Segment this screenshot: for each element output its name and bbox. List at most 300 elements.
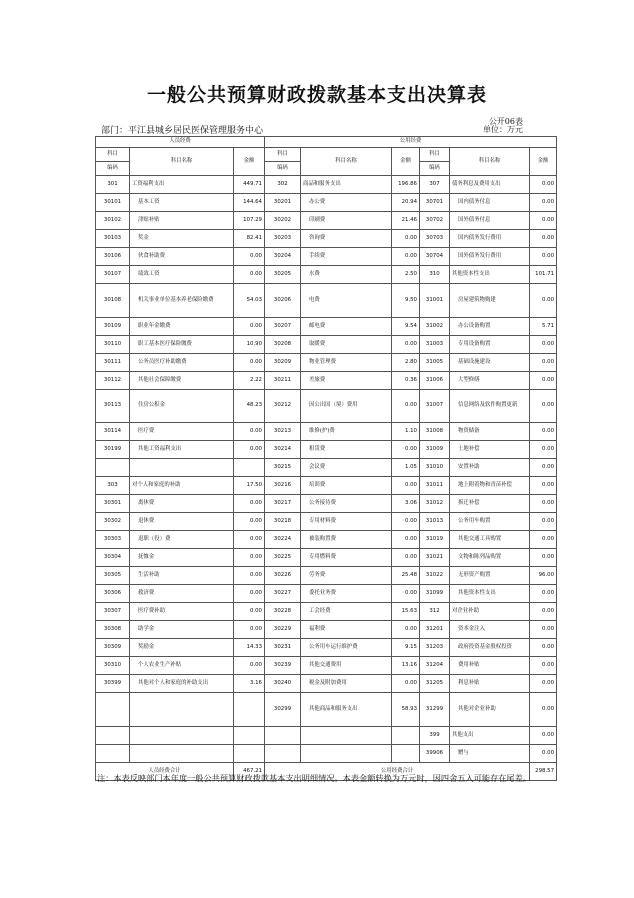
personnel-code-cell	[96, 745, 130, 763]
personnel-amount-cell: 144.64	[234, 194, 265, 212]
personnel-amount-cell: 48.23	[234, 390, 265, 423]
personnel-name-cell: 公务员医疗补助缴费	[130, 354, 234, 372]
personnel-amount-cell	[234, 727, 265, 745]
code-header-top: 科目	[96, 148, 130, 162]
public-other-name-cell: 地上附着物和青苗补偿	[450, 477, 530, 495]
public-other-amount-cell: 0.00	[530, 675, 557, 693]
personnel-name-cell: 退休费	[130, 513, 234, 531]
name-header: 科目名称	[301, 148, 392, 176]
personnel-amount-cell: 54.03	[234, 284, 265, 318]
table-row	[96, 657, 557, 675]
personnel-name-cell: 医疗费	[130, 423, 234, 441]
public-goods-amount-cell: 0.00	[392, 230, 420, 248]
public-goods-name-cell: 劳务费	[301, 567, 392, 585]
personnel-name-cell: 机关事业单位基本养老保险缴费	[130, 284, 234, 318]
public-other-code-cell: 31019	[420, 531, 450, 549]
public-goods-amount-cell: 0.00	[392, 336, 420, 354]
public-goods-code-cell: 30215	[265, 459, 301, 477]
table-row	[96, 354, 557, 372]
public-goods-name-cell: 其他商品和服务支出	[301, 693, 392, 727]
public-other-code-cell: 399	[420, 727, 450, 745]
public-goods-code-cell: 30212	[265, 390, 301, 423]
personnel-amount-cell: 3.16	[234, 675, 265, 693]
personnel-header: 人员经费	[96, 137, 265, 148]
public-other-amount-cell: 0.00	[530, 657, 557, 675]
public-other-name-cell: 基础设施建设	[450, 354, 530, 372]
personnel-amount-cell: 0.00	[234, 248, 265, 266]
public-other-amount-cell: 0.00	[530, 284, 557, 318]
public-total-label: 公用经费合计	[265, 763, 530, 781]
table-row	[96, 194, 557, 212]
public-goods-code-cell: 30209	[265, 354, 301, 372]
personnel-amount-cell: 0.00	[234, 495, 265, 513]
public-goods-amount-cell: 2.80	[392, 354, 420, 372]
public-other-amount-cell: 0.00	[530, 477, 557, 495]
personnel-name-cell: 其他工资福利支出	[130, 441, 234, 459]
public-goods-amount-cell: 0.00	[392, 549, 420, 567]
personnel-name-cell: 其他对个人和家庭的补助支出	[130, 675, 234, 693]
public-goods-name-cell: 其他交通费用	[301, 657, 392, 675]
table-row	[96, 441, 557, 459]
personnel-code-cell: 30106	[96, 248, 130, 266]
public-goods-code-cell	[265, 745, 301, 763]
personnel-name-cell: 绩效工资	[130, 266, 234, 284]
public-goods-name-cell: 电费	[301, 284, 392, 318]
public-other-code-cell: 31009	[420, 441, 450, 459]
public-other-name-cell: 安置补助	[450, 459, 530, 477]
public-goods-name-cell: 手续费	[301, 248, 392, 266]
department-label: 部门：平江县城乡居民医保管理服务中心	[101, 126, 264, 136]
personnel-amount-cell: 0.00	[234, 354, 265, 372]
public-other-code-cell: 31007	[420, 390, 450, 423]
public-other-code-cell: 31013	[420, 513, 450, 531]
public-other-name-cell: 其他资本性支出	[450, 266, 530, 284]
public-other-code-cell: 31299	[420, 693, 450, 727]
personnel-code-cell: 30310	[96, 657, 130, 675]
public-goods-amount-cell: 9.50	[392, 284, 420, 318]
personnel-code-cell: 30108	[96, 284, 130, 318]
public-other-amount-cell: 0.00	[530, 176, 557, 194]
personnel-name-cell: 生活补助	[130, 567, 234, 585]
expenditure-table	[95, 136, 557, 781]
table-row	[96, 495, 557, 513]
table-row	[96, 549, 557, 567]
public-goods-code-cell: 30214	[265, 441, 301, 459]
public-goods-name-cell: 税金及附加费用	[301, 675, 392, 693]
public-other-amount-cell: 0.00	[530, 531, 557, 549]
public-other-amount-cell: 0.00	[530, 639, 557, 657]
public-other-amount-cell: 0.00	[530, 693, 557, 727]
table-row	[96, 567, 557, 585]
table-row	[96, 266, 557, 284]
public-goods-code-cell: 30227	[265, 585, 301, 603]
personnel-amount-cell: 0.00	[234, 531, 265, 549]
public-goods-amount-cell	[392, 745, 420, 763]
table-row	[96, 621, 557, 639]
public-other-name-cell: 办公设备购置	[450, 318, 530, 336]
personnel-name-cell: 工资福利支出	[130, 176, 234, 194]
public-goods-name-cell: 维修(护)费	[301, 423, 392, 441]
public-other-amount-cell: 0.00	[530, 513, 557, 531]
personnel-amount-cell: 0.00	[234, 567, 265, 585]
personnel-code-cell: 301	[96, 176, 130, 194]
personnel-name-cell: 医疗费补助	[130, 603, 234, 621]
public-goods-name-cell: 公务接待费	[301, 495, 392, 513]
public-goods-name-cell: 会议费	[301, 459, 392, 477]
code-header-bottom: 编码	[420, 162, 450, 176]
personnel-name-cell: 伙食补助费	[130, 248, 234, 266]
personnel-code-cell: 30302	[96, 513, 130, 531]
public-goods-amount-cell: 3.06	[392, 495, 420, 513]
public-goods-code-cell: 30217	[265, 495, 301, 513]
public-goods-amount-cell: 0.00	[392, 513, 420, 531]
code-header-bottom: 编码	[96, 162, 130, 176]
public-goods-code-cell: 30218	[265, 513, 301, 531]
personnel-code-cell: 30303	[96, 531, 130, 549]
personnel-amount-cell: 17.50	[234, 477, 265, 495]
public-other-amount-cell: 0.00	[530, 336, 557, 354]
personnel-amount-cell: 0.00	[234, 549, 265, 567]
public-other-code-cell: 31021	[420, 549, 450, 567]
public-other-amount-cell: 0.00	[530, 495, 557, 513]
public-goods-code-cell: 30299	[265, 693, 301, 727]
public-other-name-cell: 费用补贴	[450, 657, 530, 675]
public-other-name-cell: 国外债务付息	[450, 212, 530, 230]
public-other-code-cell: 307	[420, 176, 450, 194]
public-goods-name-cell: 水费	[301, 266, 392, 284]
public-goods-amount-cell: 2.50	[392, 266, 420, 284]
public-other-code-cell: 31003	[420, 336, 450, 354]
public-other-code-cell: 31010	[420, 459, 450, 477]
personnel-name-cell: 个人农业生产补贴	[130, 657, 234, 675]
public-goods-code-cell: 30205	[265, 266, 301, 284]
public-goods-amount-cell: 0.00	[392, 477, 420, 495]
public-goods-code-cell: 30204	[265, 248, 301, 266]
public-goods-code-cell: 30201	[265, 194, 301, 212]
personnel-name-cell: 奖金	[130, 230, 234, 248]
personnel-name-cell: 津贴补贴	[130, 212, 234, 230]
public-goods-name-cell: 委托业务费	[301, 585, 392, 603]
public-other-name-cell: 国外债务发行费用	[450, 248, 530, 266]
personnel-amount-cell: 0.00	[234, 266, 265, 284]
personnel-amount-cell: 14.33	[234, 639, 265, 657]
table-row	[96, 390, 557, 423]
public-goods-name-cell: 被装购置费	[301, 531, 392, 549]
personnel-code-cell	[96, 727, 130, 745]
public-other-amount-cell: 0.00	[530, 354, 557, 372]
public-other-code-cell: 30702	[420, 212, 450, 230]
page-title: 一般公共预算财政拨款基本支出决算表	[146, 84, 487, 106]
table-row	[96, 372, 557, 390]
public-other-name-cell: 其他资本性支出	[450, 585, 530, 603]
personnel-code-cell: 30107	[96, 266, 130, 284]
header-row-groups	[96, 137, 557, 148]
public-goods-code-cell: 30240	[265, 675, 301, 693]
table-row	[96, 727, 557, 745]
personnel-name-cell: 对个人和家庭的补助	[130, 477, 234, 495]
personnel-code-cell: 30304	[96, 549, 130, 567]
public-goods-code-cell: 30226	[265, 567, 301, 585]
public-other-name-cell: 其他对企业补助	[450, 693, 530, 727]
public-goods-amount-cell: 0.00	[392, 621, 420, 639]
personnel-name-cell	[130, 727, 234, 745]
table-row	[96, 318, 557, 336]
public-other-code-cell: 31099	[420, 585, 450, 603]
public-other-code-cell: 30703	[420, 230, 450, 248]
public-other-name-cell: 国内债务付息	[450, 194, 530, 212]
footnote: 注：本表反映部门本年度一般公共预算财政拨款基本支出明细情况。本表金额转换为万元时，因四舍五入可能存在尾差。	[97, 773, 531, 783]
table-row	[96, 603, 557, 621]
table-row	[96, 212, 557, 230]
public-goods-name-cell: 因公出国（境）费用	[301, 390, 392, 423]
public-other-amount-cell: 0.00	[530, 194, 557, 212]
public-goods-name-cell: 培训费	[301, 477, 392, 495]
public-goods-code-cell: 30216	[265, 477, 301, 495]
public-goods-name-cell: 邮电费	[301, 318, 392, 336]
table-row	[96, 248, 557, 266]
public-other-name-cell: 无形资产购置	[450, 567, 530, 585]
public-other-name-cell: 国内债务发行费用	[450, 230, 530, 248]
public-other-name-cell: 其他支出	[450, 727, 530, 745]
public-goods-name-cell: 专用燃料费	[301, 549, 392, 567]
public-goods-amount-cell: 21.46	[392, 212, 420, 230]
personnel-code-cell: 30112	[96, 372, 130, 390]
public-other-amount-cell: 0.00	[530, 441, 557, 459]
public-other-name-cell: 物资储备	[450, 423, 530, 441]
table-row	[96, 459, 557, 477]
public-other-code-cell: 31201	[420, 621, 450, 639]
personnel-code-cell: 30101	[96, 194, 130, 212]
public-other-code-cell: 31001	[420, 284, 450, 318]
public-other-amount-cell: 0.00	[530, 727, 557, 745]
public-other-amount-cell: 0.00	[530, 459, 557, 477]
table-row	[96, 513, 557, 531]
personnel-code-cell: 30307	[96, 603, 130, 621]
personnel-code-cell: 30102	[96, 212, 130, 230]
public-other-code-cell: 30704	[420, 248, 450, 266]
personnel-code-cell: 30306	[96, 585, 130, 603]
public-other-amount-cell: 101.71	[530, 266, 557, 284]
public-other-name-cell: 拆迁补偿	[450, 495, 530, 513]
public-other-name-cell: 赠与	[450, 745, 530, 763]
table-row	[96, 423, 557, 441]
personnel-name-cell	[130, 459, 234, 477]
public-other-amount-cell: 0.00	[530, 212, 557, 230]
personnel-name-cell: 住房公积金	[130, 390, 234, 423]
public-other-name-cell: 专用设备购置	[450, 336, 530, 354]
table-row	[96, 675, 557, 693]
public-other-code-cell: 31008	[420, 423, 450, 441]
code-header-top: 科目	[420, 148, 450, 162]
public-other-amount-cell: 5.71	[530, 318, 557, 336]
personnel-amount-cell: 0.00	[234, 603, 265, 621]
public-goods-amount-cell: 0.00	[392, 585, 420, 603]
personnel-code-cell: 30103	[96, 230, 130, 248]
public-goods-name-cell	[301, 745, 392, 763]
table-row	[96, 639, 557, 657]
public-other-name-cell: 对企业补助	[450, 603, 530, 621]
public-other-code-cell: 30701	[420, 194, 450, 212]
public-other-amount-cell: 0.00	[530, 621, 557, 639]
public-other-code-cell: 31006	[420, 372, 450, 390]
public-other-name-cell: 资本金注入	[450, 621, 530, 639]
personnel-name-cell: 职工基本医疗保险缴费	[130, 336, 234, 354]
public-goods-amount-cell: 196.86	[392, 176, 420, 194]
personnel-name-cell	[130, 693, 234, 727]
public-total-value: 298.57	[530, 763, 557, 781]
public-goods-name-cell: 福利费	[301, 621, 392, 639]
personnel-name-cell: 救济费	[130, 585, 234, 603]
public-goods-amount-cell: 1.05	[392, 459, 420, 477]
public-goods-amount-cell: 0.00	[392, 531, 420, 549]
personnel-name-cell: 职业年金缴费	[130, 318, 234, 336]
public-goods-name-cell: 公务用车运行维护费	[301, 639, 392, 657]
public-goods-code-cell: 30213	[265, 423, 301, 441]
public-goods-amount-cell: 13.16	[392, 657, 420, 675]
personnel-amount-cell	[234, 459, 265, 477]
personnel-code-cell: 30309	[96, 639, 130, 657]
personnel-code-cell: 30305	[96, 567, 130, 585]
personnel-total-label: 人员经费合计	[96, 763, 234, 781]
public-other-amount-cell: 0.00	[530, 745, 557, 763]
public-goods-amount-cell	[392, 727, 420, 745]
personnel-code-cell: 30110	[96, 336, 130, 354]
personnel-name-cell	[130, 745, 234, 763]
public-goods-code-cell: 302	[265, 176, 301, 194]
public-other-code-cell: 39906	[420, 745, 450, 763]
personnel-code-cell: 303	[96, 477, 130, 495]
public-other-name-cell: 大型修缮	[450, 372, 530, 390]
public-goods-amount-cell: 0.00	[392, 248, 420, 266]
name-header: 科目名称	[450, 148, 530, 176]
public-goods-amount-cell: 0.00	[392, 390, 420, 423]
personnel-name-cell: 其他社会保障缴费	[130, 372, 234, 390]
personnel-amount-cell: 0.00	[234, 621, 265, 639]
amount-header: 金额	[234, 148, 265, 176]
code-header-bottom: 编码	[265, 162, 301, 176]
public-goods-code-cell	[265, 727, 301, 745]
personnel-amount-cell: 0.00	[234, 423, 265, 441]
personnel-name-cell: 基本工资	[130, 194, 234, 212]
public-other-amount-cell: 0.00	[530, 423, 557, 441]
public-goods-code-cell: 30206	[265, 284, 301, 318]
public-other-name-cell: 其他交通工具购置	[450, 531, 530, 549]
personnel-code-cell: 30399	[96, 675, 130, 693]
personnel-code-cell	[96, 693, 130, 727]
personnel-code-cell: 30113	[96, 390, 130, 423]
personnel-code-cell: 30111	[96, 354, 130, 372]
public-goods-name-cell: 差旅费	[301, 372, 392, 390]
public-goods-code-cell: 30239	[265, 657, 301, 675]
table-row	[96, 336, 557, 354]
public-other-name-cell: 信息网络及软件购置更新	[450, 390, 530, 423]
table-row	[96, 230, 557, 248]
public-other-code-cell: 31204	[420, 657, 450, 675]
public-goods-name-cell: 工会经费	[301, 603, 392, 621]
table-row	[96, 477, 557, 495]
public-other-amount-cell: 0.00	[530, 585, 557, 603]
personnel-total-value: 467.21	[234, 763, 265, 781]
table-row	[96, 531, 557, 549]
public-goods-amount-cell: 0.00	[392, 675, 420, 693]
public-goods-amount-cell: 58.93	[392, 693, 420, 727]
personnel-code-cell: 30301	[96, 495, 130, 513]
public-goods-name-cell	[301, 727, 392, 745]
public-goods-amount-cell: 20.94	[392, 194, 420, 212]
name-header: 科目名称	[130, 148, 234, 176]
personnel-code-cell	[96, 459, 130, 477]
personnel-code-cell: 30308	[96, 621, 130, 639]
public-other-code-cell: 31005	[420, 354, 450, 372]
public-goods-name-cell: 租赁费	[301, 441, 392, 459]
public-goods-amount-cell: 9.54	[392, 318, 420, 336]
personnel-amount-cell: 0.00	[234, 657, 265, 675]
amount-header: 金额	[530, 148, 557, 176]
public-other-code-cell: 31002	[420, 318, 450, 336]
public-other-name-cell: 房屋建筑物购建	[450, 284, 530, 318]
code-header-top: 科目	[265, 148, 301, 162]
table-row	[96, 284, 557, 318]
personnel-amount-cell: 0.00	[234, 585, 265, 603]
personnel-name-cell: 助学金	[130, 621, 234, 639]
personnel-amount-cell: 10.90	[234, 336, 265, 354]
public-goods-code-cell: 30207	[265, 318, 301, 336]
public-header: 公用经费	[265, 137, 557, 148]
public-goods-code-cell: 30229	[265, 621, 301, 639]
public-other-code-cell: 310	[420, 266, 450, 284]
public-goods-name-cell: 咨询费	[301, 230, 392, 248]
public-other-amount-cell: 96.00	[530, 567, 557, 585]
public-other-amount-cell: 0.00	[530, 372, 557, 390]
personnel-amount-cell: 82.41	[234, 230, 265, 248]
personnel-name-cell: 抚恤金	[130, 549, 234, 567]
personnel-code-cell: 30114	[96, 423, 130, 441]
public-other-name-cell: 土地补偿	[450, 441, 530, 459]
table-row	[96, 745, 557, 763]
table-row	[96, 585, 557, 603]
public-goods-code-cell: 30224	[265, 531, 301, 549]
public-goods-amount-cell: 1.10	[392, 423, 420, 441]
public-goods-amount-cell: 25.48	[392, 567, 420, 585]
table-row	[96, 693, 557, 727]
amount-header: 金额	[392, 148, 420, 176]
public-goods-name-cell: 商品和服务支出	[301, 176, 392, 194]
public-other-amount-cell: 0.00	[530, 549, 557, 567]
personnel-name-cell: 离休费	[130, 495, 234, 513]
public-other-amount-cell: 0.00	[530, 230, 557, 248]
public-goods-code-cell: 30202	[265, 212, 301, 230]
public-goods-code-cell: 30211	[265, 372, 301, 390]
public-goods-name-cell: 物业管理费	[301, 354, 392, 372]
header-row-columns	[96, 148, 557, 162]
public-other-amount-cell: 0.00	[530, 603, 557, 621]
public-goods-name-cell: 办公费	[301, 194, 392, 212]
public-goods-amount-cell: 9.15	[392, 639, 420, 657]
public-goods-name-cell: 取暖费	[301, 336, 392, 354]
personnel-code-cell: 30109	[96, 318, 130, 336]
public-other-amount-cell: 0.00	[530, 248, 557, 266]
public-goods-amount-cell: 0.36	[392, 372, 420, 390]
public-other-name-cell: 债务利息及费用支出	[450, 176, 530, 194]
form-number: 公开06表	[488, 117, 523, 126]
public-other-code-cell: 31203	[420, 639, 450, 657]
public-other-name-cell: 文物和陈列品购置	[450, 549, 530, 567]
personnel-amount-cell: 449.71	[234, 176, 265, 194]
public-other-name-cell: 公务用车购置	[450, 513, 530, 531]
public-other-code-cell: 31011	[420, 477, 450, 495]
table-row	[96, 176, 557, 194]
public-other-code-cell: 31022	[420, 567, 450, 585]
